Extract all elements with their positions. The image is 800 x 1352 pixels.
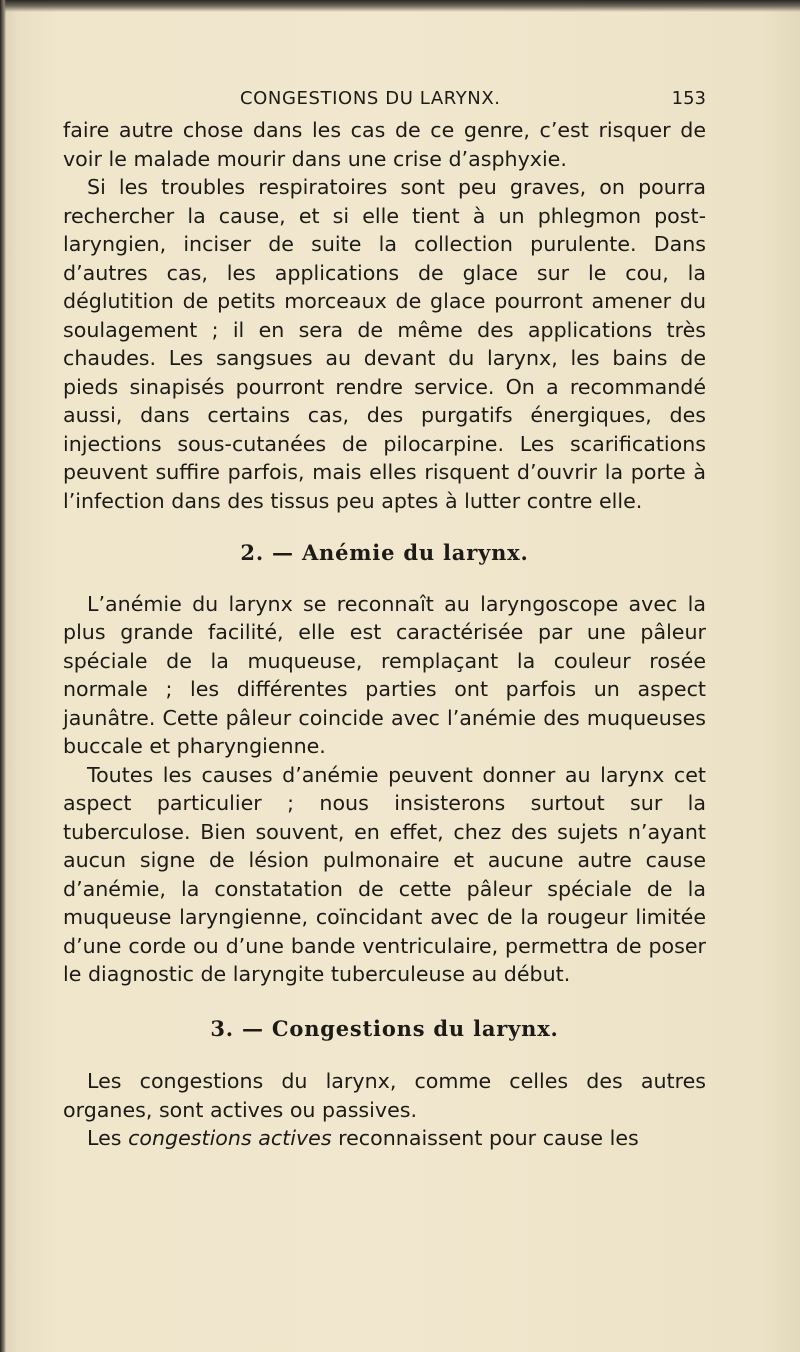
italic-term: congestions actives xyxy=(128,1126,332,1150)
page-body xyxy=(63,116,706,1153)
page-number: 153 xyxy=(671,88,706,109)
paragraph-treatment: Si les troubles respiratoires sont peu graves, on pourra rechercher la cause, et si elle tient à un phlegmon post-laryngien, inciser de suite la collection purulente. Dans d’autres cas, les applications de glace sur le cou, la déglutition de petits morceaux de glace pourront amener du soulagement ; il en sera de même des applications très chaudes. Les sangsues au devant du larynx, les bains de pieds sinapisés pourront rendre service. On a recommandé aussi, dans certains cas, des purgatifs énergiques, des injections sous-cutanées de pilocarpine. Les scarifications peuvent suffire parfois, mais elles risquent d’ouvrir la porte à l’infection dans des tissus peu aptes à lutter contre elle. xyxy=(63,175,706,513)
page-header xyxy=(62,86,710,114)
page-top-edge xyxy=(0,0,800,12)
paragraph-anemie-description: L’anémie du larynx se reconnaît au laryngoscope avec la plus grande facilité, elle est caractérisée par une pâleur spéciale de la muqueuse, remplaçant la couleur rosée normale ; les différentes parties ont parfois un aspect jaunâtre. Cette pâleur coincide avec l’anémie des muqueuses buccale et pharyngienne. xyxy=(63,591,706,758)
section-title-congestions: 3. — Congestions du larynx. xyxy=(210,1015,559,1041)
section-title-anemie: 2. — Anémie du larynx. xyxy=(240,540,529,565)
paragraph-congestions-intro: Les congestions du larynx, comme celles des autres organes, sont actives ou passives. xyxy=(63,1069,706,1122)
paragraph-end: reconnaissent pour cause les xyxy=(331,1126,639,1150)
page-left-edge xyxy=(0,0,6,1352)
paragraph-continuation: faire autre chose dans les cas de ce genre, c’est risquer de voir le malade mourir dans une crise d’asphyxie. xyxy=(63,118,706,171)
paragraph-anemie-causes: Toutes les causes d’anémie peuvent donner au larynx cet aspect particulier ; nous insisterons surtout sur la tuberculose. Bien souvent, en effet, chez des sujets n’ayant aucun signe de lésion pulmonaire et aucune autre cause d’anémie, la constatation de cette pâleur spéciale de la muqueuse laryngienne, coïncidant avec de la rougeur limitée d’une corde ou d’une bande ventriculaire, permettra de poser le diagnostic de laryngite tuberculeuse au début. xyxy=(63,762,706,986)
paragraph-start: Les xyxy=(87,1126,129,1150)
paragraph-congestions-actives xyxy=(63,1124,706,1153)
running-head: CONGESTIONS DU LARYNX. xyxy=(240,88,501,109)
